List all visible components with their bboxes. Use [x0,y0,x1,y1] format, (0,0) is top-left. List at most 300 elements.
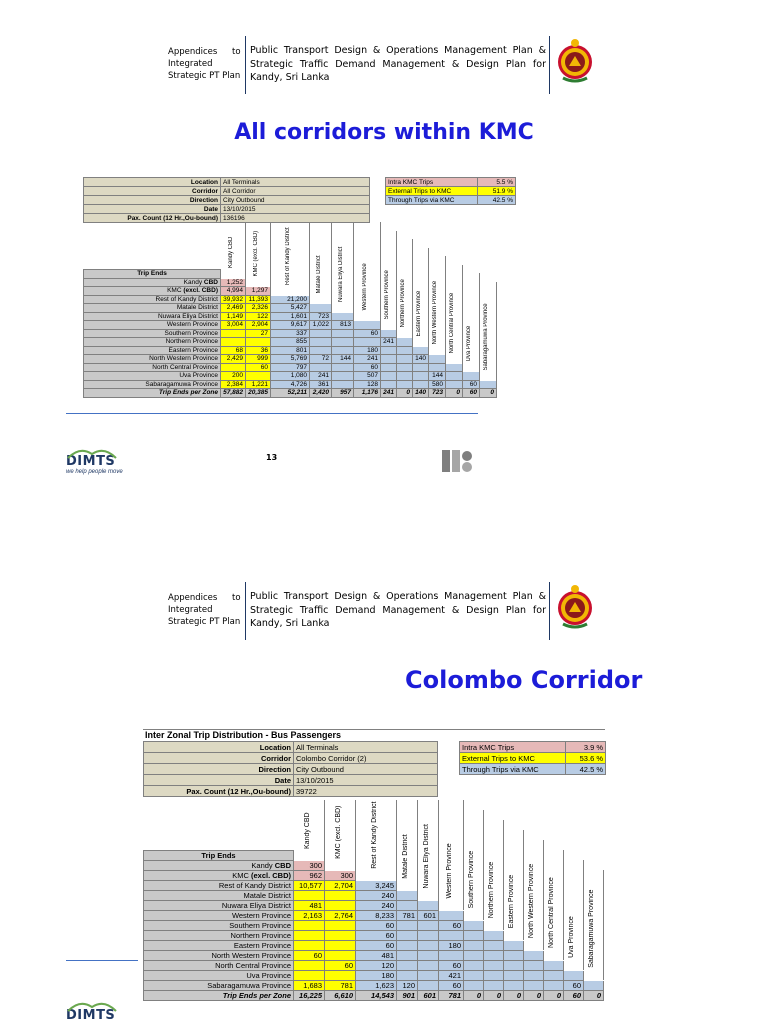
table-cell [418,881,439,891]
table-cell [294,891,325,901]
table-cell [564,951,584,961]
table-cell [464,891,484,901]
table-cell [564,861,584,871]
table-cell [463,363,480,372]
table-cell [544,881,564,891]
row-label [84,312,221,321]
table-row [84,372,497,381]
header-spacer [446,270,463,279]
table-cell: 1,252 [221,278,246,287]
column-header: North Western Province [432,280,438,345]
column-header: Southern Province [468,850,475,909]
table-cell: 120 [397,981,418,991]
table-cell [544,921,564,931]
header-spacer [413,270,429,279]
section2-info-table [143,741,438,797]
table-cell [463,304,480,313]
table-cell [381,304,397,313]
table-row [144,971,604,981]
summary-value: 3.9 % [566,742,606,753]
table-cell [464,951,484,961]
table-cell [397,321,413,330]
info-value: City Outbound [294,764,438,775]
table-cell [397,861,418,871]
header-spacer [332,270,354,279]
table-cell [413,287,429,296]
info-label: Pax. Count (12 Hr.,Ou-bound) [84,214,221,223]
info-label: Pax. Count (12 Hr.,Ou-bound) [144,786,294,797]
table-row [144,931,604,941]
column-header: North Western Province [528,863,535,939]
table-cell: 801 [271,346,310,355]
table-cell [418,961,439,971]
row-label-text: Kandy [251,861,275,870]
table-cell [397,355,413,364]
table-cell: 3,245 [356,881,397,891]
table-cell [418,901,439,911]
table-cell: 60 [354,329,381,338]
dimts-logo [66,454,123,475]
table-cell [310,346,332,355]
header-spacer [294,851,325,861]
table-cell [446,312,463,321]
table-cell [504,871,524,881]
total-cell: 6,610 [325,991,356,1001]
column-header: Western Province [445,843,453,899]
row-label-text: Kandy [183,278,204,286]
table-cell [504,901,524,911]
row-label-text: Uva Province [246,971,291,980]
table-row [84,346,497,355]
table-cell [446,355,463,364]
table-cell [221,338,246,347]
header-spacer [524,851,544,861]
table-cell [463,312,480,321]
table-cell: 60 [246,363,271,372]
row-label-text: Nuwara Eliya District [158,312,218,320]
column-header: Uva Province [466,325,472,362]
header-divider-right [549,582,550,640]
table-cell [584,921,604,931]
table-cell [446,278,463,287]
table-cell [524,981,544,991]
row-label-text: Eastern Province [168,346,218,354]
header-appendices-2 [168,592,242,628]
column-header: Rest of Kandy District [370,801,378,869]
table-cell [446,329,463,338]
table-cell [544,861,564,871]
row-label-text: Sabaragamuwa Province [207,981,291,990]
table-cell [332,278,354,287]
table-cell [418,871,439,881]
table-cell [397,380,413,389]
totals-label: Trip Ends per Zone [144,991,294,1001]
table-cell: 2,704 [325,881,356,891]
table-cell [356,861,397,871]
table-cell [413,304,429,313]
table-cell [332,287,354,296]
table-cell [484,881,504,891]
table-row [84,321,497,330]
table-cell [584,901,604,911]
table-cell [524,951,544,961]
table-cell [584,931,604,941]
header-spacer [325,851,356,861]
row-label-text: KMC [167,287,184,295]
table-cell [584,971,604,981]
column-header: Northern Province [488,861,495,919]
table-cell: 60 [325,961,356,971]
table-cell [564,881,584,891]
table-cell [397,951,418,961]
info-label: Corridor [144,753,294,764]
info-label: Direction [144,764,294,775]
header-divider-right [549,36,550,94]
table-cell [504,861,524,871]
info-label: Date [144,775,294,786]
header-spacer [484,851,504,861]
total-cell: 601 [418,991,439,1001]
column-header: Southern Province [383,269,390,319]
row-label [84,346,221,355]
total-cell: 0 [480,389,497,398]
table-cell [463,338,480,347]
table-cell [325,901,356,911]
header-spacer [356,851,397,861]
table-cell: 60 [356,931,397,941]
info-label: Corridor [84,187,221,196]
section1-title: All corridors within KMC [234,120,534,145]
table-cell: 507 [354,372,381,381]
table-cell [504,931,524,941]
row-label-bold: (excl. CBD) [250,871,291,880]
table-cell [413,295,429,304]
table-cell [504,881,524,891]
table-cell: 27 [246,329,271,338]
table-cell [464,871,484,881]
row-label [144,941,294,951]
header-left-to: to [232,47,241,57]
table-cell [564,911,584,921]
table-cell [397,287,413,296]
row-label [84,338,221,347]
info-label: Direction [84,196,221,205]
header-spacer [480,270,497,279]
table-cell [332,346,354,355]
column-header: Kandy CBD [228,236,234,268]
table-cell [418,861,439,871]
column-header: North Central Province [449,292,455,353]
row-label-text: Matale District [176,304,218,312]
table-cell: 797 [271,363,310,372]
row-label [144,971,294,981]
total-cell: 14,543 [356,991,397,1001]
table-cell [397,346,413,355]
header-spacer [381,270,397,279]
table-cell [429,287,446,296]
table-cell [381,363,397,372]
table-cell [397,871,418,881]
header-spacer [310,270,332,279]
table-cell [271,278,310,287]
header-left-line1: Appendices [168,47,218,57]
info-value: 13/10/2015 [221,205,370,214]
row-label-text: KMC [232,871,251,880]
table-cell [439,911,464,921]
table-cell [484,951,504,961]
table-cell [524,861,544,871]
table-cell [332,380,354,389]
page-number: 13 [266,453,278,462]
table-cell [325,921,356,931]
table-cell [413,372,429,381]
table-cell [354,287,381,296]
table-cell [464,961,484,971]
info-value: 39722 [294,786,438,797]
table-cell [524,961,544,971]
table-cell [325,891,356,901]
column-header: Uva Province [568,916,575,958]
table-cell: 2,469 [221,304,246,313]
trip-ends-header: Trip Ends [84,270,221,279]
table-cell [397,304,413,313]
table-cell: 2,163 [294,911,325,921]
table-cell [439,931,464,941]
column-header: Sabaragamuwa Province [483,302,489,370]
row-label [144,891,294,901]
row-label-bold: CBD [274,861,291,870]
row-label [144,901,294,911]
table-cell [381,295,397,304]
table-cell: 60 [439,961,464,971]
table-row [84,312,497,321]
row-label [144,881,294,891]
sri-lanka-emblem-icon [556,38,594,84]
table-cell [332,363,354,372]
total-cell: 901 [397,991,418,1001]
table-cell: 60 [294,951,325,961]
header-left-line2: Integrated [168,59,213,69]
table-cell [504,981,524,991]
table-cell [564,921,584,931]
table-cell [484,981,504,991]
total-cell: 723 [429,389,446,398]
table-cell: 723 [310,312,332,321]
table-cell [464,931,484,941]
table-cell: 361 [310,380,332,389]
table-cell [354,312,381,321]
info-label: Location [84,178,221,187]
table-cell [480,355,497,364]
table-row [144,961,604,971]
header-spacer [439,851,464,861]
info-value: City Outbound [221,196,370,205]
column-header: KMC (excl. CBD) [334,805,342,859]
total-cell: 16,225 [294,991,325,1001]
header-spacer [544,851,564,861]
table-cell [446,321,463,330]
table-cell [524,931,544,941]
table-row [84,304,497,313]
table-cell [504,961,524,971]
column-header: Western Province [362,263,368,311]
table-cell [354,278,381,287]
total-cell: 0 [484,991,504,1001]
table-cell [429,304,446,313]
column-header: Rest of Kandy District [285,227,291,285]
table-row [84,287,497,296]
table-cell [480,304,497,313]
header-title: Public Transport Design & Operations Management Plan & Strategic Traffic Demand Management & Design Plan for Kandy, Sri Lanka [250,45,546,83]
table-cell: 241 [381,338,397,347]
table-cell: 5,427 [271,304,310,313]
footer-rule-2 [66,960,138,961]
table-cell [480,338,497,347]
total-cell: 0 [397,389,413,398]
row-label-bold: (excl. CBD) [183,287,218,295]
header-spacer [463,270,480,279]
table-cell: 240 [356,901,397,911]
row-label [144,951,294,961]
table-cell [397,891,418,901]
summary-label: Intra KMC Trips [460,742,566,753]
table-cell [397,363,413,372]
table-cell: 580 [429,380,446,389]
table-cell [381,321,397,330]
row-label-text: North Central Province [152,363,218,371]
table-cell [463,329,480,338]
table-cell: 781 [325,981,356,991]
table-cell [484,961,504,971]
section1-info-table [83,177,370,223]
row-label-text: Southern Province [229,921,291,930]
column-header: North Central Province [548,877,555,948]
table-cell: 481 [356,951,397,961]
table-cell: 601 [418,911,439,921]
table-cell [413,338,429,347]
info-label: Location [144,742,294,753]
table-cell [480,363,497,372]
table-cell [310,287,332,296]
section1-trip-table [83,269,497,398]
table-cell [439,861,464,871]
table-cell [480,372,497,381]
table-cell [429,312,446,321]
info-value: 13/10/2015 [294,775,438,786]
table-cell [310,363,332,372]
total-cell: 20,385 [246,389,271,398]
table-cell [354,304,381,313]
table-cell [294,961,325,971]
table-row [144,901,604,911]
table-cell [418,931,439,941]
header-left-line1: Appendices [168,593,218,603]
table-cell [544,931,564,941]
table-cell: 481 [294,901,325,911]
table-cell: 241 [354,355,381,364]
totals-row [144,991,604,1001]
total-cell: 57,882 [221,389,246,398]
total-cell: 140 [413,389,429,398]
table-cell [325,941,356,951]
info-value: All Terminals [221,178,370,187]
header-spacer [429,270,446,279]
table-cell: 2,326 [246,304,271,313]
table-cell [246,338,271,347]
table-cell [463,346,480,355]
table-cell: 241 [310,372,332,381]
table-cell: 999 [246,355,271,364]
table-cell [397,941,418,951]
table-cell [381,372,397,381]
header-divider [245,582,246,640]
table-cell [446,287,463,296]
table-cell [221,363,246,372]
table-cell: 68 [221,346,246,355]
table-cell: 128 [354,380,381,389]
table-cell: 1,683 [294,981,325,991]
table-cell: 300 [294,861,325,871]
table-cell [429,321,446,330]
table-cell: 180 [439,941,464,951]
summary-label: Through Trips via KMC [386,196,478,205]
total-cell: 0 [524,991,544,1001]
table-cell [418,921,439,931]
header-spacer [397,270,413,279]
table-cell [564,961,584,971]
table-cell: 200 [221,372,246,381]
table-cell [332,312,354,321]
table-cell: 1,149 [221,312,246,321]
row-label-text: Eastern Province [233,941,291,950]
row-label-text: Western Province [231,911,291,920]
table-row [84,355,497,364]
row-label-text: Northern Province [165,338,218,346]
column-header: Matale District [315,255,322,294]
table-cell: 60 [463,380,480,389]
header-left-line2: Integrated [168,605,213,615]
row-label [84,372,221,381]
table-cell [544,911,564,921]
table-cell [504,891,524,901]
summary-value: 42.5 % [566,764,606,775]
table-cell: 300 [325,871,356,881]
table-cell [310,338,332,347]
table-cell [381,278,397,287]
table-cell [584,861,604,871]
row-label-text: North Western Province [211,951,291,960]
table-cell [294,941,325,951]
header-spacer [584,851,604,861]
row-label-text: North Central Province [215,961,291,970]
table-row [84,380,497,389]
header-divider [245,36,246,94]
table-cell [524,891,544,901]
table-cell [397,931,418,941]
row-label-text: Rest of Kandy District [155,295,218,303]
table-cell [584,891,604,901]
table-cell [446,304,463,313]
table-cell [480,329,497,338]
header-spacer [418,851,439,861]
table-cell [446,295,463,304]
totals-label: Trip Ends per Zone [84,389,221,398]
table-cell [524,941,544,951]
table-row [84,338,497,347]
table-cell [544,951,564,961]
column-header: KMC (excl. CBD) [253,230,259,277]
table-cell: 1,601 [271,312,310,321]
